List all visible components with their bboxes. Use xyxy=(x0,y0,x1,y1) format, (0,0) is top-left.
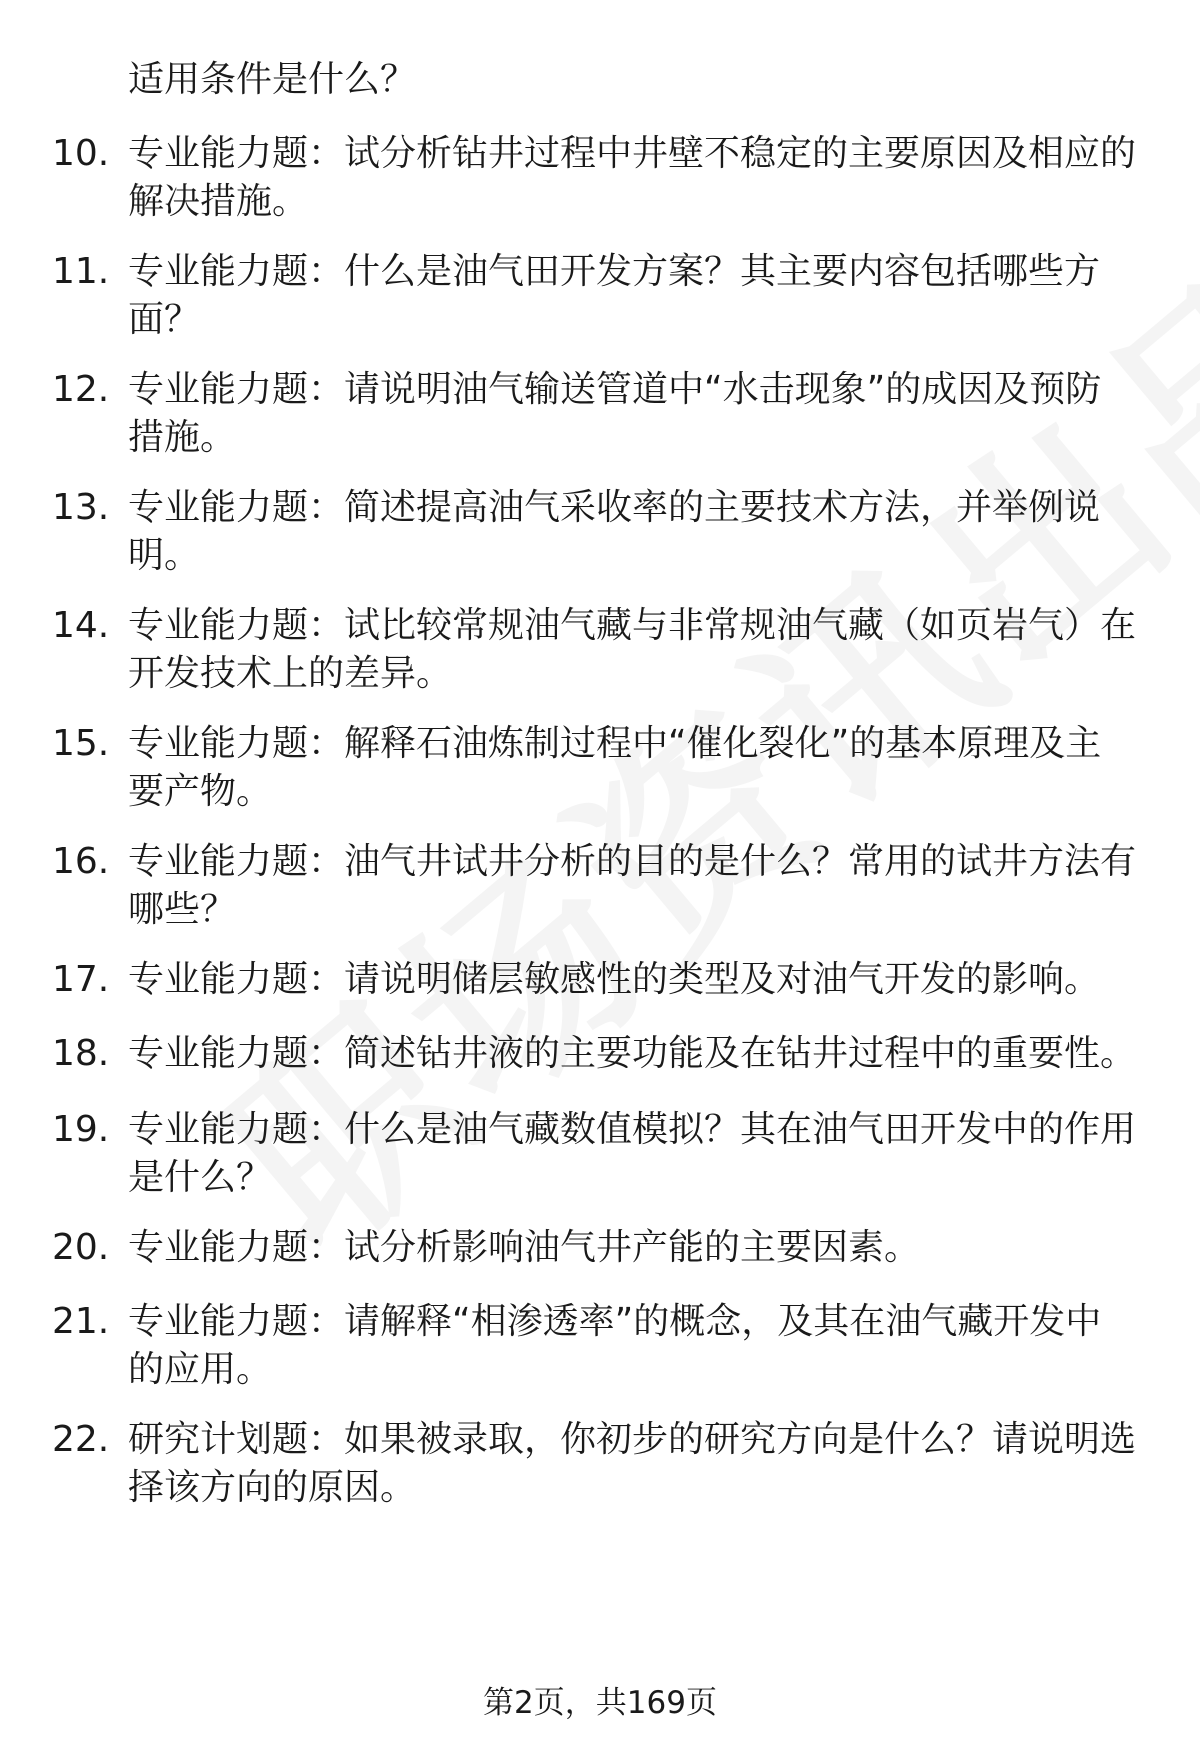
item-number: 20. xyxy=(52,1227,110,1268)
item-text: 专业能力题：试比较常规油气藏与非常规油气藏（如页岩气）在 xyxy=(128,605,1137,646)
item-text: 专业能力题：请说明油气输送管道中“水击现象”的成因及预防 xyxy=(128,369,1102,410)
item-text-cont: 开发技术上的差异。 xyxy=(128,653,453,694)
item-text-cont: 是什么？ xyxy=(128,1157,273,1198)
item-number: 19. xyxy=(52,1109,110,1150)
item-text: 专业能力题：什么是油气藏数值模拟？其在油气田开发中的作用 xyxy=(128,1109,1137,1150)
item-number: 11. xyxy=(52,251,110,292)
page-footer: 第2页，共169页 xyxy=(483,1685,717,1721)
item-number: 13. xyxy=(52,487,110,528)
continuation-line: 适用条件是什么？ xyxy=(128,59,417,100)
item-number: 14. xyxy=(52,605,110,646)
item-text: 研究计划题：如果被录取，你初步的研究方向是什么？请说明选 xyxy=(128,1419,1137,1460)
item-text: 专业能力题：简述提高油气采收率的主要技术方法，并举例说 xyxy=(128,487,1101,528)
item-number: 21. xyxy=(52,1301,110,1342)
item-text-cont: 明。 xyxy=(128,535,201,576)
item-number: 10. xyxy=(52,133,110,174)
item-text: 专业能力题：解释石油炼制过程中“催化裂化”的基本原理及主 xyxy=(128,723,1102,764)
item-number: 15. xyxy=(52,723,110,764)
item-text-cont: 措施。 xyxy=(128,417,237,458)
item-text-cont: 择该方向的原因。 xyxy=(128,1467,417,1508)
item-text: 专业能力题：试分析影响油气井产能的主要因素。 xyxy=(128,1227,921,1268)
item-number: 18. xyxy=(52,1033,110,1074)
item-number: 16. xyxy=(52,841,110,882)
item-text: 专业能力题：试分析钻井过程中井壁不稳定的主要原因及相应的 xyxy=(128,133,1137,174)
item-text: 专业能力题：请解释“相渗透率”的概念，及其在油气藏开发中 xyxy=(128,1301,1102,1342)
item-text: 专业能力题：什么是油气田开发方案？其主要内容包括哪些方 xyxy=(128,251,1101,292)
item-text-cont: 的应用。 xyxy=(128,1349,273,1390)
item-number: 12. xyxy=(52,369,110,410)
item-number: 17. xyxy=(52,959,110,1000)
item-text: 专业能力题：简述钻井液的主要功能及在钻井过程中的重要性。 xyxy=(128,1033,1137,1074)
item-number: 22. xyxy=(52,1419,110,1460)
item-text-cont: 面？ xyxy=(128,299,201,340)
item-text-cont: 要产物。 xyxy=(128,771,273,812)
item-text: 专业能力题：请说明储层敏感性的类型及对油气开发的影响。 xyxy=(128,959,1101,1000)
item-text-cont: 哪些？ xyxy=(128,889,237,930)
item-text: 专业能力题：油气井试井分析的目的是什么？常用的试井方法有 xyxy=(128,841,1137,882)
item-text-cont: 解决措施。 xyxy=(128,181,309,222)
